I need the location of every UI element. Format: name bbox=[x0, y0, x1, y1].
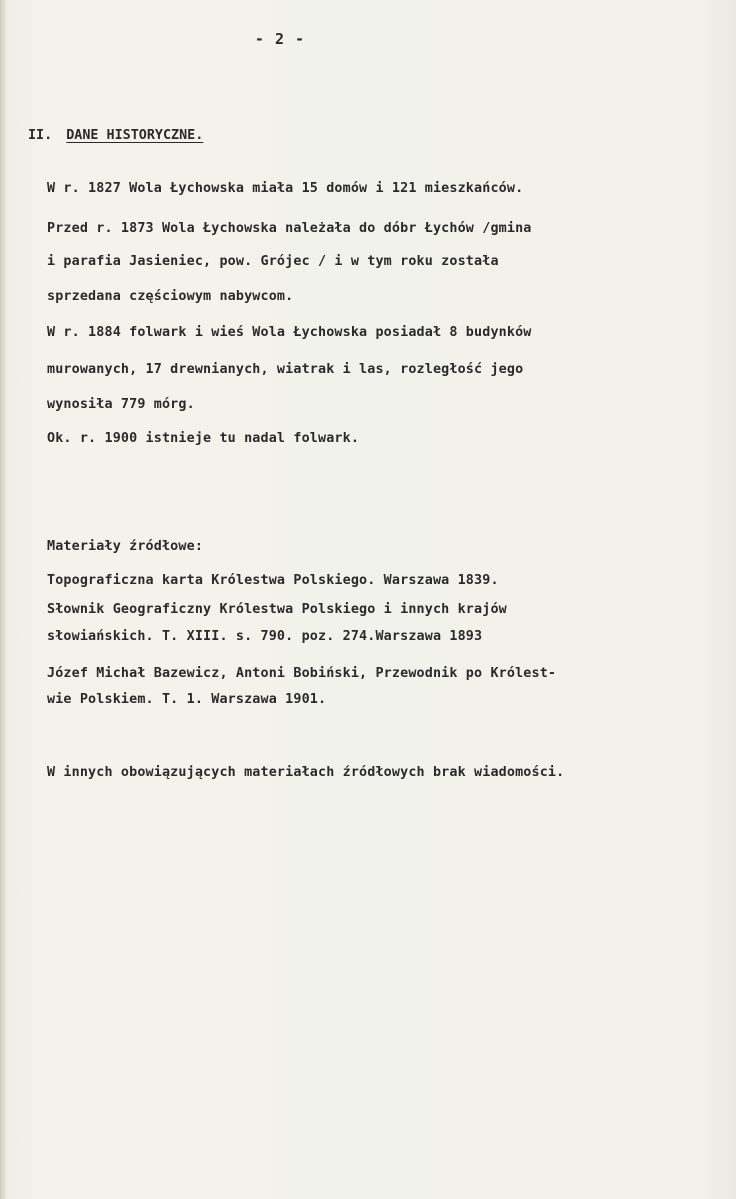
history-line: murowanych, 17 drewnianych, wiatrak i las, rozległość jego bbox=[47, 362, 524, 377]
source-line: Słownik Geograficzny Królestwa Polskiego i innych krajów bbox=[47, 602, 507, 617]
history-line: wynosiła 779 mórg. bbox=[47, 397, 195, 412]
sources-heading: Materiały źródłowe: bbox=[47, 539, 204, 554]
source-line: Józef Michał Bazewicz, Antoni Bobiński, Przewodnik po Królest- bbox=[47, 666, 557, 681]
history-line: sprzedana częściowym nabywcom. bbox=[47, 289, 294, 304]
history-line: Przed r. 1873 Wola Łychowska należała do dóbr Łychów /gmina bbox=[47, 221, 532, 236]
history-line: Ok. r. 1900 istnieje tu nadal folwark. bbox=[47, 431, 360, 446]
history-line: W r. 1884 folwark i wieś Wola Łychowska posiadał 8 budynków bbox=[47, 325, 532, 340]
closing-line: W innych obowiązujących materiałach źródłowych brak wiadomości. bbox=[47, 765, 565, 780]
source-line: Topograficzna karta Królestwa Polskiego. Warszawa 1839. bbox=[47, 573, 499, 588]
history-line: i parafia Jasieniec, pow. Grójec / i w tym roku została bbox=[47, 254, 499, 269]
page-number: - 2 - bbox=[254, 30, 306, 48]
source-line: wie Polskiem. T. 1. Warszawa 1901. bbox=[47, 692, 327, 707]
history-line: W r. 1827 Wola Łychowska miała 15 domów i 121 mieszkańców. bbox=[47, 181, 524, 196]
section-number: II. bbox=[28, 128, 53, 143]
section-heading bbox=[28, 128, 203, 143]
paper-edge-shadow bbox=[0, 0, 6, 1199]
section-title: DANE HISTORYCZNE. bbox=[66, 128, 204, 143]
source-line: słowiańskich. T. XIII. s. 790. poz. 274.Warszawa 1893 bbox=[47, 629, 483, 644]
